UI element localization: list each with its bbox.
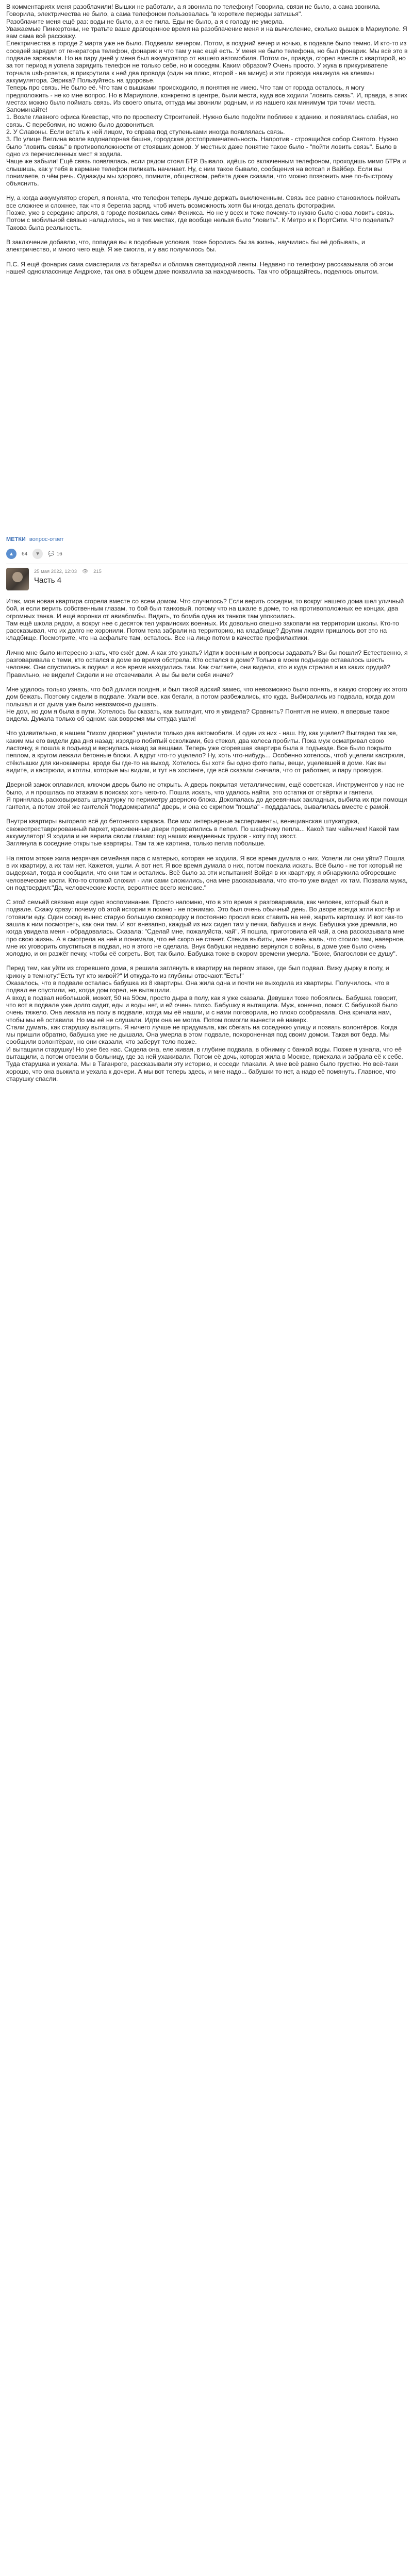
- eye-icon: 👁: [82, 569, 89, 574]
- story-paragraph: Ну, а когда аккумулятор сгорел, я поняла, что телефон теперь лучше держать выключенным. Связь все равно становилось поймать все сложнее и сложнее, так что я берегла заряд, чтоб иметь возможность хотя бы иногда делать фотографии.: [6, 194, 401, 209]
- paragraph-gap: [6, 774, 408, 781]
- part4-story: [0, 598, 413, 2576]
- story-paragraph: В комментариях меня разоблачили! Вышки не работали, а я звонила по телефону! Говорила, связи не было, а сама звонила. Говорила, электричества не было, а сама телефоном пользовалась "в короткие периоды затишья".: [6, 3, 381, 18]
- story-paragraph: Стали думать, как старушку вытащить. Я ничего лучше не придумала, как сбегать на соседнюю улицу и позвать волонтёров. Когда мы пришли обратно, бабушка уже не дышала. Она умерла в этом подвале, похороненная под своим домом. Такая вот беда. Мы сообщили волонтёрам, но они сказали, что заберут тело позже.: [6, 1023, 398, 1046]
- part4-paragraphs: [6, 598, 408, 1082]
- part3-tags: [0, 536, 413, 544]
- story-paragraph: 2. У Славоны. Если встать к ней лицом, то справа под ступеньками иногда появлялась связь.: [6, 128, 285, 136]
- story-paragraph: Я принялась расковыривать штукатурку по периметру дверного блока. Докопалась до деревянных закладных, выбила их при помощи гантели, а потом этой же гантелей "поддомкратила" дверь, и она со скрипом "пошла" - подддалась, вывалилась вместе с рамой.: [6, 795, 407, 811]
- story-paragraph: Там ещё школа рядом, а вокруг нее с десяток тел украинских военных. Их довольно спешно закопали на территории школы. Кто-то рассказывал, что их долго не хоронили. Потом тела забрали на территорию, на кладбище? Другим людям пришлось вот это на кладбище. Посмотрите, что на асфальте там, осталось. Все на лицо потом в качестве профилактики.: [6, 619, 399, 642]
- story-paragraph: А вход в подвал небольшой, может, 50 на 50см, просто дыра в полу, как я уже сказала. Девушки тоже побоялись. Бабушка говорит, что вот в подвале уже долго сидит, еды и воды нет, и ей очень плохо. Бабушку я вытащила. Муж, конечно, помог. С бабушкой было очень тяжело. Она лежала на полу в подвале, когда мы её нашли, и с нами поговорила, но плохо соображала. Она кричала нам, чтобы мы её оставили. Но мы её не слушали. Идти она не могла. Потом помогли вынести её наверх.: [6, 994, 398, 1024]
- tag-link[interactable]: вопрос-ответ: [29, 536, 64, 543]
- story-paragraph: Разоблачите меня ещё раз: воды не было, а я ее пила. Еды не было, а я с голоду не умерла.: [6, 18, 284, 25]
- story-paragraph: Уважаемые Пинкертоны, не тратьте ваше драгоценное время на разоблачение меня и на вычисление, сколько вышек в Мариуполе. Я вам сама всё расскажу.: [6, 25, 407, 40]
- story-paragraph: 3. По улице Веглина возле водонапорная башня, городская достопримечательность. Напротив - строящийся собор Святого. Нужно было "ловить связь" в противоположности от стоявших домов. У местных даже понятие такое было - "пойти ловить связь". Было в одно из перечисленных мест я ходила.: [6, 135, 398, 158]
- story-paragraph: Дверной замок оплавился, ключом дверь было не открыть. А дверь покрытая металлическим, ещё советская. Инструментов у нас не было, и я прошлась по этажам в поисках хоть чего-то. Пошла искать, что удалось найти, это остатки от отвёртки и гантели.: [6, 781, 404, 796]
- part3-stats: [0, 547, 413, 561]
- part3-story: [0, 3, 413, 534]
- paragraph-gap: [6, 722, 408, 730]
- comment-icon: 💬: [48, 551, 55, 557]
- story-paragraph: Что удивительно, в нашем "тихом дворике" уцелели только два автомобиля. И один из них - наш. Ну, как уцелел? Выглядел так же, каким мы его видели два дня назад: изрядно побитый осколками, без стекол, два колеса пробиты. Пока муж осматривал свою ласточку, я пошла в подъезд и вернулась назад за вещами. Теперь уже сгоревшая квартира была в подъезде. Все было покрыто пеплом, а кругом лежали бетонные блоки. А вдруг что-то уцелело? Ну, хоть что-нибудь... Особенно хотелось, чтоб уцелели кастрюля, стёклышки для кинокамеры, вроде бы где-то на выход. Хотелось бы хотя бы одно фото папы, вещи, уцелевшей в доме. Как вы видите, и кастрюли, и котлы, которые мы видим, и тут на хостинге, где всё сказали сначала, что от работает, и пару проводов.: [6, 730, 405, 774]
- rating-count: 64: [22, 551, 28, 557]
- comments-count: 16: [56, 551, 62, 557]
- paragraph-gap: [6, 642, 408, 649]
- avatar[interactable]: [6, 568, 29, 590]
- thumb-down-icon[interactable]: ▼: [32, 549, 43, 559]
- paragraph-gap: [6, 253, 408, 261]
- paragraph-gap: [6, 957, 408, 964]
- story-paragraph: В заключение добавлю, что, попадая вы в подобные условия, тоже боролись бы за жизнь, научились бы её добывать, и электричество, и много чего ещё. Я же смогла, и у вас получилось бы.: [6, 238, 365, 253]
- story-paragraph: Перед тем, как уйти из сгоревшего дома, я решила заглянуть в квартиру на первом этаже, где был подвал. Вижу дырку в полу, и крикну в темноту:"Есть тут кто живой?" И откуда-то из глубины отвечают:"Есть!": [6, 964, 389, 979]
- story-paragraph: Електричества в городе 2 марта уже не было. Подвезли вечером. Потом, в поздний вечер и ночью, в подвале было темно. И кто-то из соседей зарядил от генератора телефон, фонарик и что там у нас ещё есть. У меня не было телефона, но был фонарик. Мы всё это в подвале заряжали. Но на пару дней у меня был аккумулятор от нашего автомобиля. Потом он, правда, сгорел вместе с квартирой, но за тот период я успела зарядить телефон не только себе, но и соседям. Каким образом? Очень просто. У жука в прикуривателе торчала usb-розетка, я прикрутила к ней два провода (один на плюс, второй - на минус) и эти провода накинула на клеммы аккумулятора. Эврика? Пользуйтесь на здоровье.: [6, 40, 408, 84]
- views-count: 215: [93, 569, 102, 574]
- story-paragraph: Чаще же забыли! Ещё связь появлялась, если рядом стоял БТР. Вывало, идёшь со включенным телефоном, проходишь мимо БТРа и слышишь, как у тебя в кармане телефон пиликать начинает. Ну, с ним такое бывало, сообщения на вотсап и Вайбер. Если вы понимаете, о чём речь. Однажды мы здорово, помните, обществом, ребята даже сказали, что можно позвонить мне по-быстрому объяснить.: [6, 158, 406, 188]
- story-paragraph: 1. Возле главного офиса Киевстар, что по проспекту Строителей. Нужно было подойти поближе к зданию, и появлялась слабая, но связь. С перебоями, но можно было дозвониться.: [6, 113, 399, 128]
- tags-label: МЕТКИ: [6, 536, 26, 543]
- part4-header: [0, 568, 413, 595]
- comments-stat[interactable]: [48, 551, 62, 557]
- paragraph-gap: [6, 187, 408, 194]
- story-paragraph: Оказалось, что в подвале осталась бабушка из 8 квартиры. Она жила одна и почти не выходила из квартиры. Получилось, что в подвал ее спустили, но, когда дом горел, не вытащили.: [6, 979, 390, 994]
- story-paragraph: С этой семьёй связано еще одно воспоминание. Просто напомню, что в это время я разговаривала, как человек, который был в подвале. Скажу сразу: почему об этой истории я помню - не понимаю. Это был очень обычный день. Во дворе всегда жгли костёр и готовили еду. Один сосед вынес старую большую сковородку и постоянно просил всех ставить на неё, жарить картошку. И вот как-то зашла к ним посмотреть, как они там. И вот внезапно, каждый из них сидел там у печки, бабушка и внук. Бабушка уже дремала, но когда увидела меня - обрадовалась. Сказала: "Сделай мне, пожалуйста, чай". Я пошла, приготовила ей чай, а она рассказывала мне про свою жизнь. А я смотрела на неё и понимала, что её скоро не станет. Стекла выбиты, мне очень жаль, что стоило там, наверное, мне их уговорить спуститься в подвал, но я этого не сделала. Внук бабушки недавно вернулся с войны, в доме уже было очень холодно, и он разжёг печку, чтобы её согреть. Вот, так было. Бабушка тоже в скором времени умерла. "Боже, благослови ее душу".: [6, 899, 405, 958]
- story-paragraph: П.С. Я ещё фонарик сама смастерила из батарейки и обломка светодиодной ленты. Недавно по телефону рассказывала об этом нашей однокласснице Андрюхе, так она в общем даже похвалила за находчивость. Так что обращайтесь, поделюсь опытом.: [6, 260, 393, 275]
- paragraph-gap: [6, 679, 408, 686]
- story-paragraph: Мне удалось только узнать, что бой длился полдня, и был такой адский замес, что невозможно было понять, в какую сторону их этого дом бежать. Поэтому сидели в подвале. Ухали все, как бегали, а потом разбежались, кто куда. Выбирались из подвала, когда дом полыхал и от дыма уже было невозможно дышать.: [6, 685, 407, 708]
- paragraph-gap: [6, 891, 408, 899]
- paragraph-gap: [6, 810, 408, 818]
- story-paragraph: Лично мне было интересно знать, что сжёг дом. А как это узнать? Идти к военным и вопросы задавать? Вы бы пошли? Естественно, я разговаривала с теми, кто остался в доме во время обстрела. Кто остался в доме? Только в моем подъезде оставалось шесть человек. Они спустились в подвал и все время находились там. Как считаете, они видели, кто и куда стрелял и из каких орудий? Правильно, не видели! Сидели и не отсвечивали. А вы бы вели себя иначе?: [6, 649, 408, 679]
- story-paragraph: И вытащили старушку! Но уже без нас. Сидела она, еле живая, в глубине подвала, в обнимку с банкой воды. Позже я узнала, что её вытащили, а потом отвезли в больницу, где за ней ухаживали. Потом её дочь, которая жила в Москве, приехала и забрала её к себе. Туда старушка и уехала. Мы в Таганроге, рассказывали эту историю, и соседи плакали. А мне всё равно было грустно. Но всё-таки хорошо, что она выжила и уехала к дочери. А мы вот теперь здесь, и мне надо... бабушки то нет, а надо её помянуть. Главное, что старушку спасли.: [6, 1045, 403, 1082]
- paragraph-gap: [6, 848, 408, 855]
- paragraph-gap: [6, 231, 408, 239]
- story-paragraph: Итак, моя новая квартира сгорела вместе со всем домом. Что случилось? Если верить соседям, то вокруг нашего дома шел уличный бой, и если верить собственным глазам, то бой был танковый, потому что на шкале в доме, то на противоположных ее концах, два огромных танка. И ещё воронки от авиабомбы. Видать, то бомба одна из танков там упокоилась.: [6, 598, 404, 620]
- part3-paragraphs: [6, 3, 408, 275]
- story-paragraph: Позже, уже в середине апреля, в городе появилась сими Феникса. Но не у всех и тоже почему-то нужно было снова ловить связь. Потом с мобильной связью наладилось, но в тех местах, где вообще нельзя было "ловить". К Метро и к ПортСити. Что поделать? Такова была реальность.: [6, 209, 395, 231]
- thumb-up-icon[interactable]: ▲: [6, 549, 16, 559]
- story-paragraph: На пятом этаже жила незрячая семейная пара с матерью, которая не ходила. Я все время думала о них. Успели ли они уйти? Пошла в их квартиру, а их там нет. Кажется, ушли. А вот нет. Я все время думала о них, потом поехала искать. Всё было - не тот который не выдержал, тогда и сообщили, что они там и остались. Всё было за эти испытания! Войдя в их квартиру, я обнаружила обгоревшие человеческие кости. Кто-то стопкой сложил - или сами сложились, она мне рассказывала, что кто-то уже видел их там. Позвала мужа, он подтвердил:"Да, человеческие кости, вероятнее всего женские.": [6, 854, 408, 891]
- story-paragraph: Не дом, но дом я была в пути. Хотелось бы сказать, как выглядит, что я увидела? Сравнить? Понятия не имею, я впервые такое видела. Думала только об одном: как вовремя мы оттуда ушли!: [6, 707, 390, 723]
- post-title[interactable]: Часть 4: [34, 576, 62, 585]
- post-date: 25 мая 2022, 12:03: [34, 569, 77, 574]
- story-paragraph: Теперь про связь. Не было её. Что там с вышками происходило, я понятия не имею. Что там от города осталось, я могу предположить - не ко мне вопрос. Но в Мариуполе, конкретно в центре, были места, куда все ходили "ловить связь". И, правда, в этих местах можно было поймать связь. Из своего опыта, оттуда мы звонили родным, и из нашего как минимум три точки места. Запоминайте!: [6, 84, 407, 114]
- story-paragraph: Заглянула в соседние открытые квартиры. Там та же картина, только пепла побольше.: [6, 840, 266, 848]
- story-paragraph: Внутри квартиры выгорело всё до бетонного каркаса. Все мои интерьерные эксперименты, венецианская штукатурка, свежеотреставрированный паркет, красивенные двери превратились в пепел. По шкафчику пепла... Какой там чайничек! Какой там аккумулятор! Я ходила и не верила своим глазам: год наших ежедневных трудов - коту под хвост.: [6, 818, 399, 840]
